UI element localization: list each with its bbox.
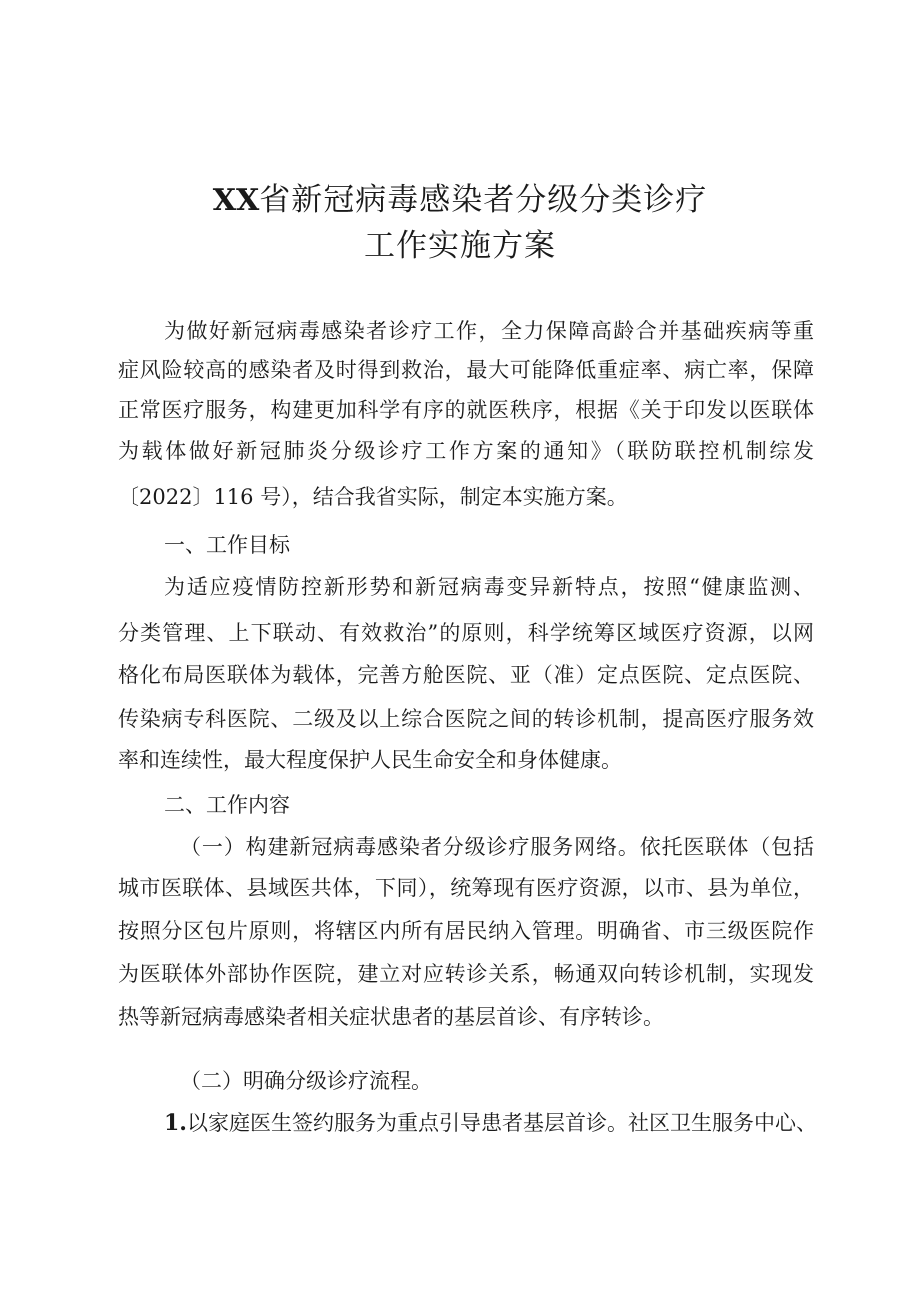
document-title-line-1 <box>0 180 920 221</box>
title-prefix: XX <box>212 183 260 218</box>
intro-line-5: 〔2022〕116 号），结合我省实际，制定本实施方案。 <box>118 485 628 509</box>
document-title-line-2: 工作实施方案 <box>364 228 556 264</box>
section-1-line-5: 率和连续性，最大程度保护人民生命安全和身体健康。 <box>118 748 622 772</box>
section-1-line-4: 传染病专科医院、二级及以上综合医院之间的转诊机制，提高医疗服务效 <box>118 707 814 731</box>
section-2-heading: 二、工作内容 <box>164 793 290 817</box>
intro-line-3: 正常医疗服务，构建更加科学有序的就医秩序，根据《关于印发以医联体 <box>118 398 814 422</box>
section-2-sub-1-line-4: 为医联体外部协作医院，建立对应转诊关系，畅通双向转诊机制，实现发 <box>118 962 814 986</box>
item-1-text: 以家庭医生签约服务为重点引导患者基层首诊。社区卫生服务中心、 <box>186 1111 817 1135</box>
intro-line-2: 症风险较高的感染者及时得到救治，最大可能降低重症率、病亡率，保障 <box>118 358 814 382</box>
item-1-number: 1. <box>164 1110 187 1136</box>
section-2-sub-1-line-2: 城市医联体、县域医共体，下同），统筹现有医疗资源，以市、县为单位， <box>118 876 814 900</box>
intro-line-4: 为载体做好新冠肺炎分级诊疗工作方案的通知》（联防联控机制综发 <box>118 439 814 463</box>
section-1-line-3: 格化布局医联体为载体，完善方舱医院、亚（准）定点医院、定点医院、 <box>118 663 814 687</box>
section-2-sub-2-heading: （二）明确分级诊疗流程。 <box>180 1069 432 1093</box>
item-1-line <box>164 1108 817 1138</box>
intro-line-1: 为做好新冠病毒感染者诊疗工作，全力保障高龄合并基础疾病等重 <box>164 319 814 343</box>
section-2-sub-1-line-5: 热等新冠病毒感染者相关症状患者的基层首诊、有序转诊。 <box>118 1005 664 1029</box>
section-1-heading: 一、工作目标 <box>164 533 290 557</box>
section-2-sub-1-line-3: 按照分区包片原则，将辖区内所有居民纳入管理。明确省、市三级医院作 <box>118 919 814 943</box>
section-1-line-1: 为适应疫情防控新形势和新冠病毒变异新特点，按照“健康监测、 <box>164 575 814 599</box>
section-1-line-2: 分类管理、上下联动、有效救治”的原则，科学统筹区域医疗资源，以网 <box>118 621 814 645</box>
section-2-sub-1-line-1: （一）构建新冠病毒感染者分级诊疗服务网络。依托医联体（包括 <box>180 835 814 859</box>
title-line-1-text: 省新冠病毒感染者分级分类诊疗 <box>259 182 708 218</box>
